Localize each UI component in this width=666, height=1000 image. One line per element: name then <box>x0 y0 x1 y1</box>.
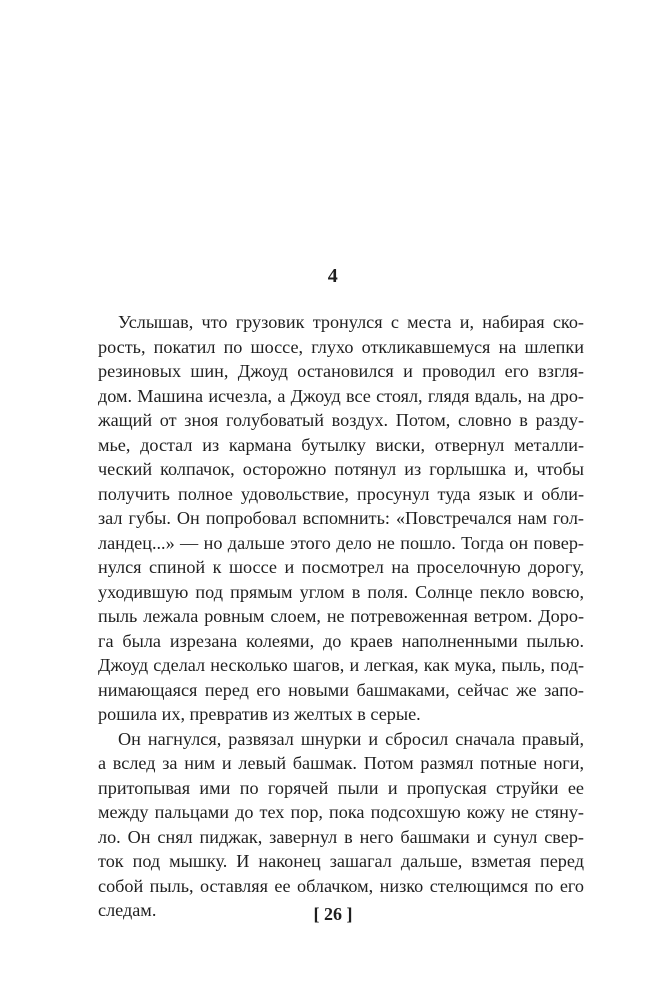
text-line: нулся спиной к шоссе и посмотрел на проселочную дорогу, <box>98 557 584 577</box>
text-line: Услышав, что грузовик тронулся с места и, набирая ско- <box>118 312 584 332</box>
chapter-number: 4 <box>327 265 339 287</box>
paragraph <box>98 727 584 923</box>
text-line: га была изрезана колеями, до краев наполненными пылью. <box>98 630 584 651</box>
text-line: ток под мышку. И наконец зашагал дальше, взметая перед <box>98 851 584 871</box>
text-line: ческий колпачок, осторожно потянул из горлышка и, чтобы <box>98 459 584 479</box>
text-line: дом. Машина исчезла, а Джоуд все стоял, глядя вдаль, на дро- <box>98 385 584 406</box>
text-line: рость, покатил по шоссе, глухо откликавшемуся на шлепки <box>98 336 584 357</box>
text-line: получить полное удовольствие, просунул туда язык и обли- <box>98 483 584 504</box>
text-line: следам. <box>98 900 157 920</box>
text-line: нимающаяся перед его новыми башмаками, сейчас же запо- <box>98 679 584 700</box>
text-line: ландец...» — но дальше этого дело не пошло. Тогда он повер- <box>98 532 584 553</box>
text-line: рошила их, превратив из желтых в серые. <box>98 704 421 724</box>
page-number: [ 26 ] <box>313 904 353 924</box>
text-line: а вслед за ним и левый башмак. Потом размял потные ноги, <box>98 753 584 773</box>
text-line: Он нагнулся, развязал шнурки и сбросил сначала правый, <box>118 728 584 749</box>
text-line: ло. Он снял пиджак, завернул в него башмаки и сунул свер- <box>98 826 584 847</box>
body-text <box>98 310 584 923</box>
text-line: между пальцами до тех пор, пока подсохшую кожу не стяну- <box>98 802 584 822</box>
text-line: резиновых шин, Джоуд остановился и проводил его взгля- <box>98 361 584 381</box>
text-line: зал губы. Он попробовал вспомнить: «Повстречался нам гол- <box>98 508 584 528</box>
paragraph <box>98 310 584 727</box>
text-line: уходившую под прямым углом в поля. Солнце пекло вовсю, <box>98 581 584 602</box>
text-line: мье, достал из кармана бутылку виски, отвернул металли- <box>98 434 584 455</box>
text-line: Джоуд сделал несколько шагов, и легкая, как мука, пыль, под- <box>98 655 584 675</box>
text-line: жащий от зноя голубоватый воздух. Потом, словно в разду- <box>98 410 584 430</box>
text-line: пыль лежала ровным слоем, не потревоженная ветром. Доро- <box>98 606 584 626</box>
text-line: притопывая ими по горячей пыли и пропуская струйки ее <box>98 777 584 798</box>
text-line: собой пыль, оставляя ее облачком, низко стелющимся по его <box>98 875 584 896</box>
